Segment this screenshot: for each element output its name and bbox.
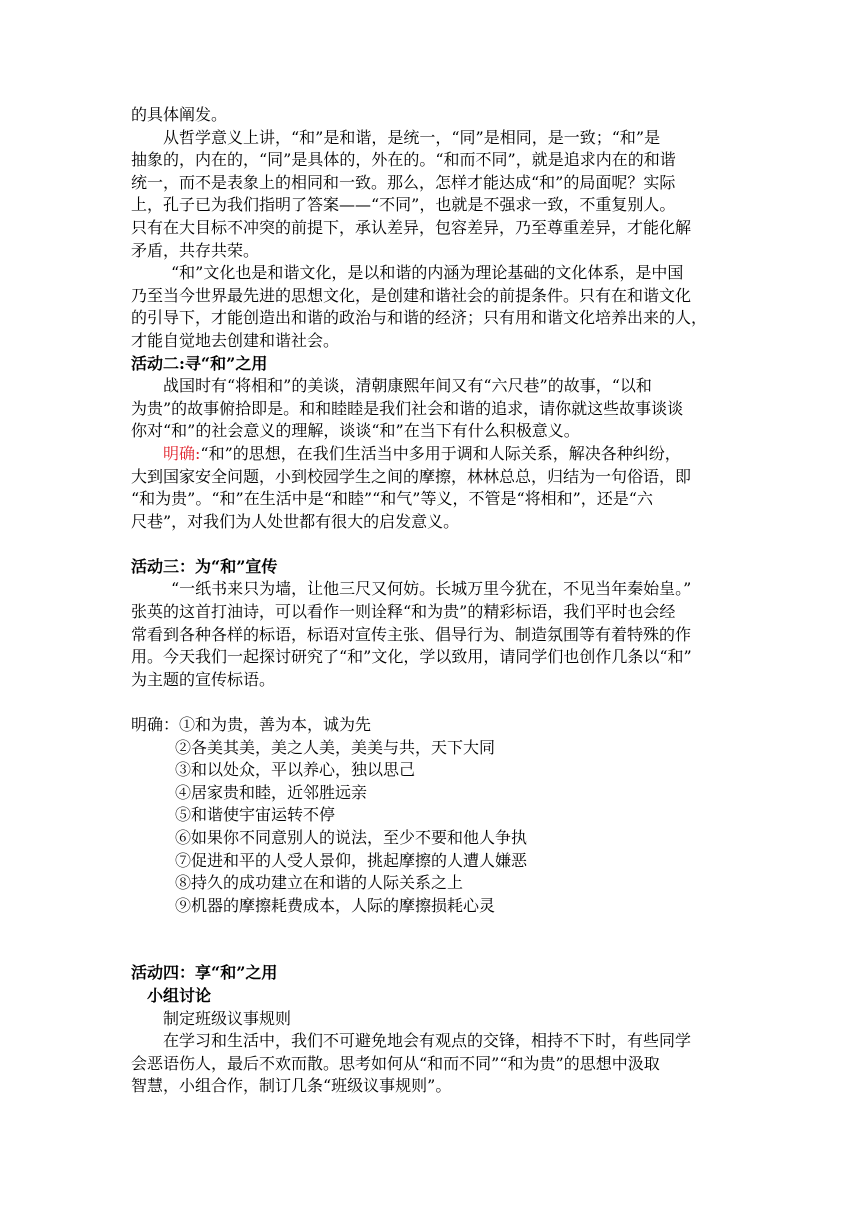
paragraph-tail: 的具体阐发。 xyxy=(131,105,228,124)
document-body xyxy=(131,104,731,1098)
list-item: ③和以处众，平以养心，独以思己 xyxy=(175,760,416,780)
text-line: “和为贵”。“和”在生活中是“和睦”“和气”等义，不管是“将相和”，还是“六 xyxy=(131,489,653,509)
list-item: ⑥如果你不同意别人的说法，至少不要和他人争执 xyxy=(175,828,528,847)
paragraph-stories xyxy=(131,375,731,443)
list-item: ④居家贵和睦，近邻胜远亲 xyxy=(175,782,368,802)
text-line: 为贵”的故事俯拾即是。和和睦睦是我们社会和谐的追求，请你就这些故事谈谈 xyxy=(131,398,684,418)
paragraph-rules xyxy=(131,1030,731,1098)
text-line xyxy=(131,443,731,466)
clarification-text: “和”的思想，在我们生活当中多用于调和人际关系，解决各种纠纷， xyxy=(200,443,681,463)
text-line: 你对“和”的社会意义的理解，谈谈“和”在当下有什么积极意义。 xyxy=(131,421,580,441)
list-item: ⑦促进和平的人受人景仰，挑起摩擦的人遭人嫌恶 xyxy=(175,850,528,870)
list-item: ⑧持久的成功建立在和谐的人际关系之上 xyxy=(175,873,464,893)
group-discussion-heading: 小组讨论 xyxy=(147,985,212,1005)
list-item xyxy=(131,714,731,737)
activity3-heading: 活动三：为“和”宣传 xyxy=(131,556,278,576)
text-line: 为主题的宣传标语。 xyxy=(131,669,276,689)
paragraph-philosophy xyxy=(131,127,731,263)
text-line: 矛盾，共存共荣。 xyxy=(131,240,260,260)
slogan-list xyxy=(131,714,731,917)
text-line: 智慧，小组合作，制订几条“班级议事规则”。 xyxy=(131,1076,452,1096)
text-line: 才能自觉地去创建和谐社会。 xyxy=(131,330,340,350)
text-line: 张英的这首打油诗，可以看作一则诠释“和为贵”的精彩标语，我们平时也会经 xyxy=(131,602,676,622)
text-line: 统一，而不是表象上的相同和一致。那么，怎样才能达成“和”的局面呢？实际 xyxy=(131,172,676,192)
activity4-heading: 活动四：享“和”之用 xyxy=(131,963,278,983)
subheading: 制定班级议事规则 xyxy=(163,1008,292,1028)
spacer xyxy=(131,533,731,556)
slogan-text: ①和为贵，善为本，诚为先 xyxy=(179,715,372,735)
text-line: 只有在大目标不冲突的前提下，承认差异，包容差异，乃至尊重差异，才能化解 xyxy=(131,217,692,237)
spacer xyxy=(131,691,731,714)
list-item: ⑨机器的摩擦耗费成本，人际的摩擦损耗心灵 xyxy=(175,895,496,915)
text-line: 抽象的，内在的，“同”是具体的，外在的。“和而不同”，就是追求内在的和谐 xyxy=(131,150,676,170)
text-line: 用。今天我们一起探讨研究了“和”文化，学以致用，请同学们也创作几条以“和” xyxy=(131,647,692,667)
text-line: 战国时有“将相和”的美谈，清朝康熙年间又有“六尺巷”的故事，“以和 xyxy=(163,376,652,396)
text-line: 常看到各种各样的标语，标语对宣传主张、倡导行为、制造氛围等有着特殊的作 xyxy=(131,624,692,644)
text-line: 尺巷”，对我们为人处世都有很大的启发意义。 xyxy=(131,511,460,531)
list-label: 明确： xyxy=(131,715,180,735)
text-line: “一纸书来只为墙，让他三尺又何妨。长城万里今犹在，不见当年秦始皇。” xyxy=(171,579,692,599)
text-line: 大到国家安全问题，小到校园学生之间的摩擦，林林总总，归结为一句俗语，即 xyxy=(131,466,692,486)
activity2-heading: 活动二:寻“和”之用 xyxy=(131,353,268,373)
paragraph-harmony-culture xyxy=(131,262,731,352)
text-line: 乃至当今世界最先进的思想文化，是创建和谐社会的前提条件。只有在和谐文化 xyxy=(131,285,692,305)
clarification-label: 明确: xyxy=(163,443,201,463)
spacer xyxy=(131,917,731,962)
paragraph-poem xyxy=(131,578,731,691)
text-line: 在学习和生活中，我们不可避免地会有观点的交锋，相持不下时，有些同学 xyxy=(163,1031,692,1051)
text-line: 会恶语伤人，最后不欢而散。思考如何从“和而不同”“和为贵”的思想中汲取 xyxy=(131,1053,660,1073)
text-line: “和”文化也是和谐文化，是以和谐的内涵为理论基础的文化体系，是中国 xyxy=(171,263,684,283)
text-line: 的引导下，才能创造出和谐的政治与和谐的经济；只有用和谐文化培养出来的人， xyxy=(131,308,708,328)
list-item: ⑤和谐使宇宙运转不停 xyxy=(175,805,336,825)
text-line: 上，孔子已为我们指明了答案——“不同”，也就是不强求一致，不重复别人。 xyxy=(131,195,676,215)
list-item: ②各美其美，美之人美，美美与共，天下大同 xyxy=(175,737,496,757)
paragraph-clarification xyxy=(131,443,731,533)
text-line: 从哲学意义上讲，“和”是和谐，是统一，“同”是相同，是一致；“和”是 xyxy=(163,127,661,147)
